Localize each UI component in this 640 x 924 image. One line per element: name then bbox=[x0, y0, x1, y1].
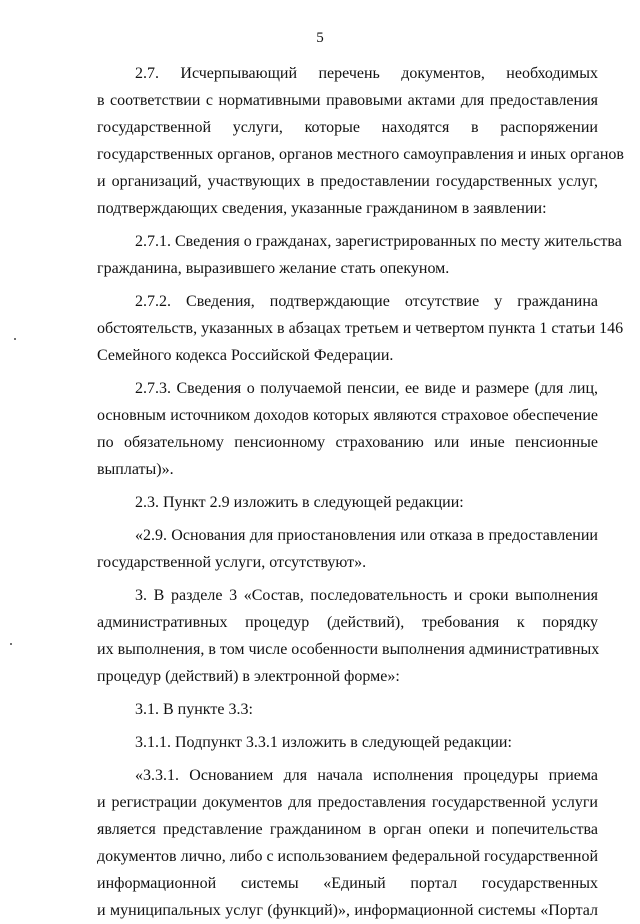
text-line: 2.3. Пункт 2.9 изложить в следующей редакции: bbox=[135, 494, 464, 511]
text-line: их выполнения, в том числе особенности выполнения административных bbox=[97, 641, 600, 658]
text-line: 2.7. Исчерпывающий перечень документов, необходимых bbox=[135, 65, 598, 82]
document-body bbox=[97, 60, 624, 924]
text-line: обстоятельств, указанных в абзацах третьем и четвертом пункта 1 статьи 146 bbox=[97, 320, 624, 337]
text-line: и регистрации документов для предоставления государственной услуги bbox=[97, 794, 598, 811]
text-line: документов лично, либо с использованием федеральной государственной bbox=[97, 848, 599, 865]
text-line: Семейного кодекса Российской Федерации. bbox=[97, 347, 394, 364]
scan-speck bbox=[14, 338, 16, 340]
text-line: государственной услуги, которые находятся в распоряжении bbox=[97, 119, 598, 136]
text-line: основным источником доходов которых являются страховое обеспечение bbox=[97, 407, 598, 424]
text-line: 3.1. В пункте 3.3: bbox=[135, 701, 253, 718]
scan-speck bbox=[10, 643, 12, 645]
text-line: процедур (действий) в электронной форме»: bbox=[97, 668, 400, 685]
text-line: «3.3.1. Основанием для начала исполнения процедуры приема bbox=[135, 767, 598, 784]
text-line: подтверждающих сведения, указанные гражданином в заявлении: bbox=[97, 200, 547, 217]
text-line: административных процедур (действий), требования к порядку bbox=[97, 614, 598, 631]
page-number: 5 bbox=[316, 30, 324, 46]
text-line: информационной системы «Единый портал государственных bbox=[97, 875, 598, 892]
text-line: гражданина, выразившего желание стать опекуном. bbox=[97, 260, 450, 277]
text-line: государственных органов, органов местного самоуправления и иных органов bbox=[97, 146, 624, 163]
text-line: государственной услуги, отсутствуют». bbox=[97, 554, 367, 571]
text-line: 3.1.1. Подпункт 3.3.1 изложить в следующей редакции: bbox=[135, 734, 512, 751]
text-line: и организаций, участвующих в предоставлении государственных услуг, bbox=[97, 173, 598, 190]
text-line: является представление гражданином в орган опеки и попечительства bbox=[97, 821, 598, 838]
text-line: 3. В разделе 3 «Состав, последовательность и сроки выполнения bbox=[135, 587, 598, 604]
text-line: «2.9. Основания для приостановления или отказа в предоставлении bbox=[135, 527, 598, 544]
text-line: 2.7.2. Сведения, подтверждающие отсутствие у гражданина bbox=[135, 293, 598, 310]
text-line: 2.7.3. Сведения о получаемой пенсии, ее виде и размере (для лиц, bbox=[135, 380, 598, 397]
text-line: и муниципальных услуг (функций)», информационной системы «Портал bbox=[97, 902, 598, 919]
text-line: 2.7.1. Сведения о гражданах, зарегистрированных по месту жительства bbox=[135, 233, 622, 250]
text-line: в соответствии с нормативными правовыми актами для предоставления bbox=[97, 92, 598, 109]
text-line: по обязательному пенсионному страхованию или иные пенсионные bbox=[97, 434, 598, 451]
text-line: выплаты)». bbox=[97, 461, 174, 478]
